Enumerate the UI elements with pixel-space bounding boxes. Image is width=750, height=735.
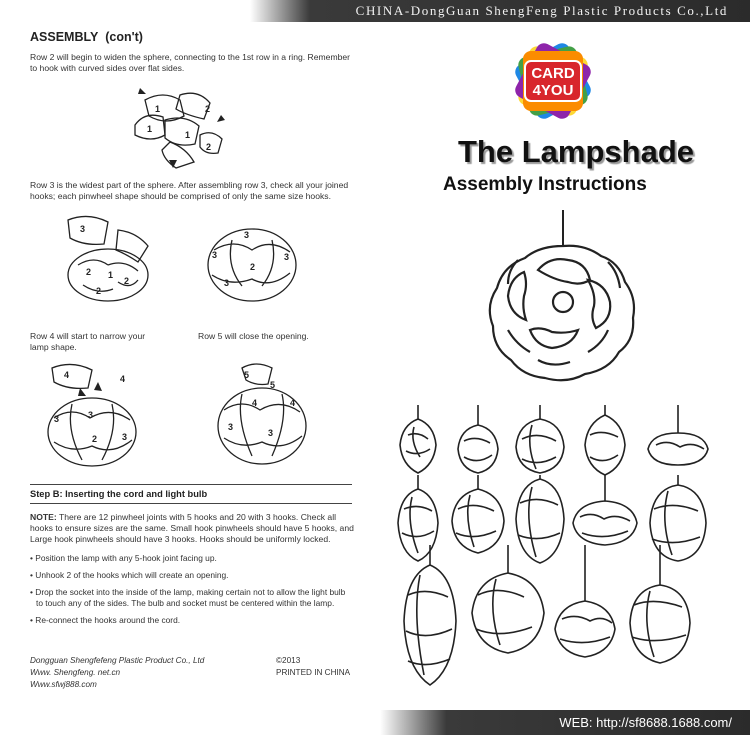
page-subtitle: Assembly Instructions — [443, 174, 647, 195]
row3-line: hooks; each pinwheel shape should be comprised of only the same size hooks. — [30, 191, 331, 201]
fig-number: 2 — [124, 276, 130, 286]
list-item: • Position the lamp with any 5-hook joint facing up. — [30, 553, 360, 564]
fig-number: 3 — [284, 252, 290, 262]
assembly-heading — [30, 30, 143, 44]
fig-number: 4 — [120, 374, 126, 384]
row2-line: Row 2 will begin to widen the sphere, connecting to the 1st row in a ring. Remember — [30, 52, 351, 62]
fig-number: 4 — [64, 370, 70, 380]
row2-line: to hook with curved sides over flat sides. — [30, 63, 185, 73]
web-banner — [380, 710, 750, 735]
row3-line: Row 3 is the widest part of the sphere. After assembling row 3, check all your joined — [30, 180, 349, 190]
logo-line1: CARD — [531, 65, 575, 82]
printed-in: PRINTED IN CHINA — [276, 668, 351, 677]
fig-number: 2 — [206, 142, 212, 152]
row4-diagram — [42, 360, 142, 470]
fig-number: 2 — [92, 434, 98, 444]
row5-text: Row 5 will close the opening. — [198, 331, 309, 341]
list-item: • Unhook 2 of the hooks which will create an opening. — [30, 570, 360, 581]
top-banner — [250, 0, 750, 22]
row4-line: Row 4 will start to narrow your — [30, 331, 146, 341]
note-label: NOTE: — [30, 512, 57, 522]
fig-number: 3 — [268, 428, 274, 438]
note-line-1: There are 12 pinwheel joints with 5 hooks and 20 with 3 hooks. Check all — [56, 512, 337, 522]
section-divider-bottom — [30, 503, 352, 504]
row2-text — [30, 52, 350, 74]
step-b-heading: Step B: Inserting the cord and light bulb — [30, 489, 208, 499]
row3-diagram-b — [202, 220, 302, 305]
row4-line: lamp shape. — [30, 342, 77, 352]
fig-number: 1 — [108, 270, 114, 280]
fig-number: 2 — [96, 286, 102, 296]
row2-diagram-b — [196, 130, 226, 160]
fig-number: 3 — [122, 432, 128, 442]
fig-number: 1 — [155, 104, 161, 114]
row3-text — [30, 180, 348, 202]
list-item: • Drop the socket into the inside of the lamp, making certain not to allow the light bulb — [30, 587, 360, 598]
fig-number: 3 — [212, 250, 218, 260]
fig-number: 2 — [86, 267, 92, 277]
fig-number: 4 — [290, 398, 296, 408]
card4you-logo — [512, 40, 594, 122]
row3-diagram-a — [58, 210, 158, 305]
website-2: Www.sfwj888.com — [30, 680, 97, 689]
copyright: ©2013 — [276, 656, 301, 665]
note-text — [30, 512, 360, 545]
instruction-list — [30, 553, 360, 632]
fig-number: 5 — [270, 380, 276, 390]
lampshade-variants-grid — [390, 405, 740, 705]
fig-number: 3 — [80, 224, 86, 234]
fig-number: 3 — [224, 278, 230, 288]
list-item: • Re-connect the hooks around the cord. — [30, 615, 360, 626]
fig-number: 1 — [147, 124, 153, 134]
logo-line2: 4YOU — [532, 82, 574, 99]
fig-number: 3 — [228, 422, 234, 432]
fig-number: 1 — [185, 130, 191, 140]
web-url[interactable]: WEB: http://sf8688.1688.com/ — [559, 715, 732, 730]
section-divider-top — [30, 484, 352, 485]
fig-number: 2 — [250, 262, 256, 272]
banner-text: CHINA-DongGuan ShengFeng Plastic Products Co.,Ltd — [355, 3, 728, 18]
page-title: The Lampshade — [458, 134, 694, 169]
note-line-3: Large hook pinwheels should have 3 hooks. Hooks should be uniformly locked. — [30, 534, 331, 544]
main-lampshade-illustration — [478, 210, 648, 380]
note-line-2: hooks to ensure sizes are the same. Small hook pinwheels should have 5 hooks, and — [30, 523, 354, 533]
row5-diagram — [212, 360, 312, 470]
assembly-heading-main: ASSEMBLY — [30, 30, 99, 44]
list-item-continuation: to touch any of the sides. The bulb and socket must be centered within the lamp. — [36, 598, 335, 608]
list-item-continued — [30, 598, 360, 609]
website-1: Www. Shengfeng. net.cn — [30, 668, 121, 677]
assembly-heading-sub: (con't) — [105, 30, 143, 44]
fig-number: 3 — [244, 230, 250, 240]
fig-number: 3 — [54, 414, 60, 424]
company-name: Dongguan Shengfefeng Plastic Product Co., Ltd — [30, 656, 205, 665]
fig-number: 4 — [252, 398, 258, 408]
note-line — [30, 512, 360, 523]
fig-number: 2 — [205, 104, 211, 114]
row4-text — [30, 331, 145, 353]
fig-number: 3 — [88, 410, 94, 420]
fig-number: 5 — [244, 370, 250, 380]
